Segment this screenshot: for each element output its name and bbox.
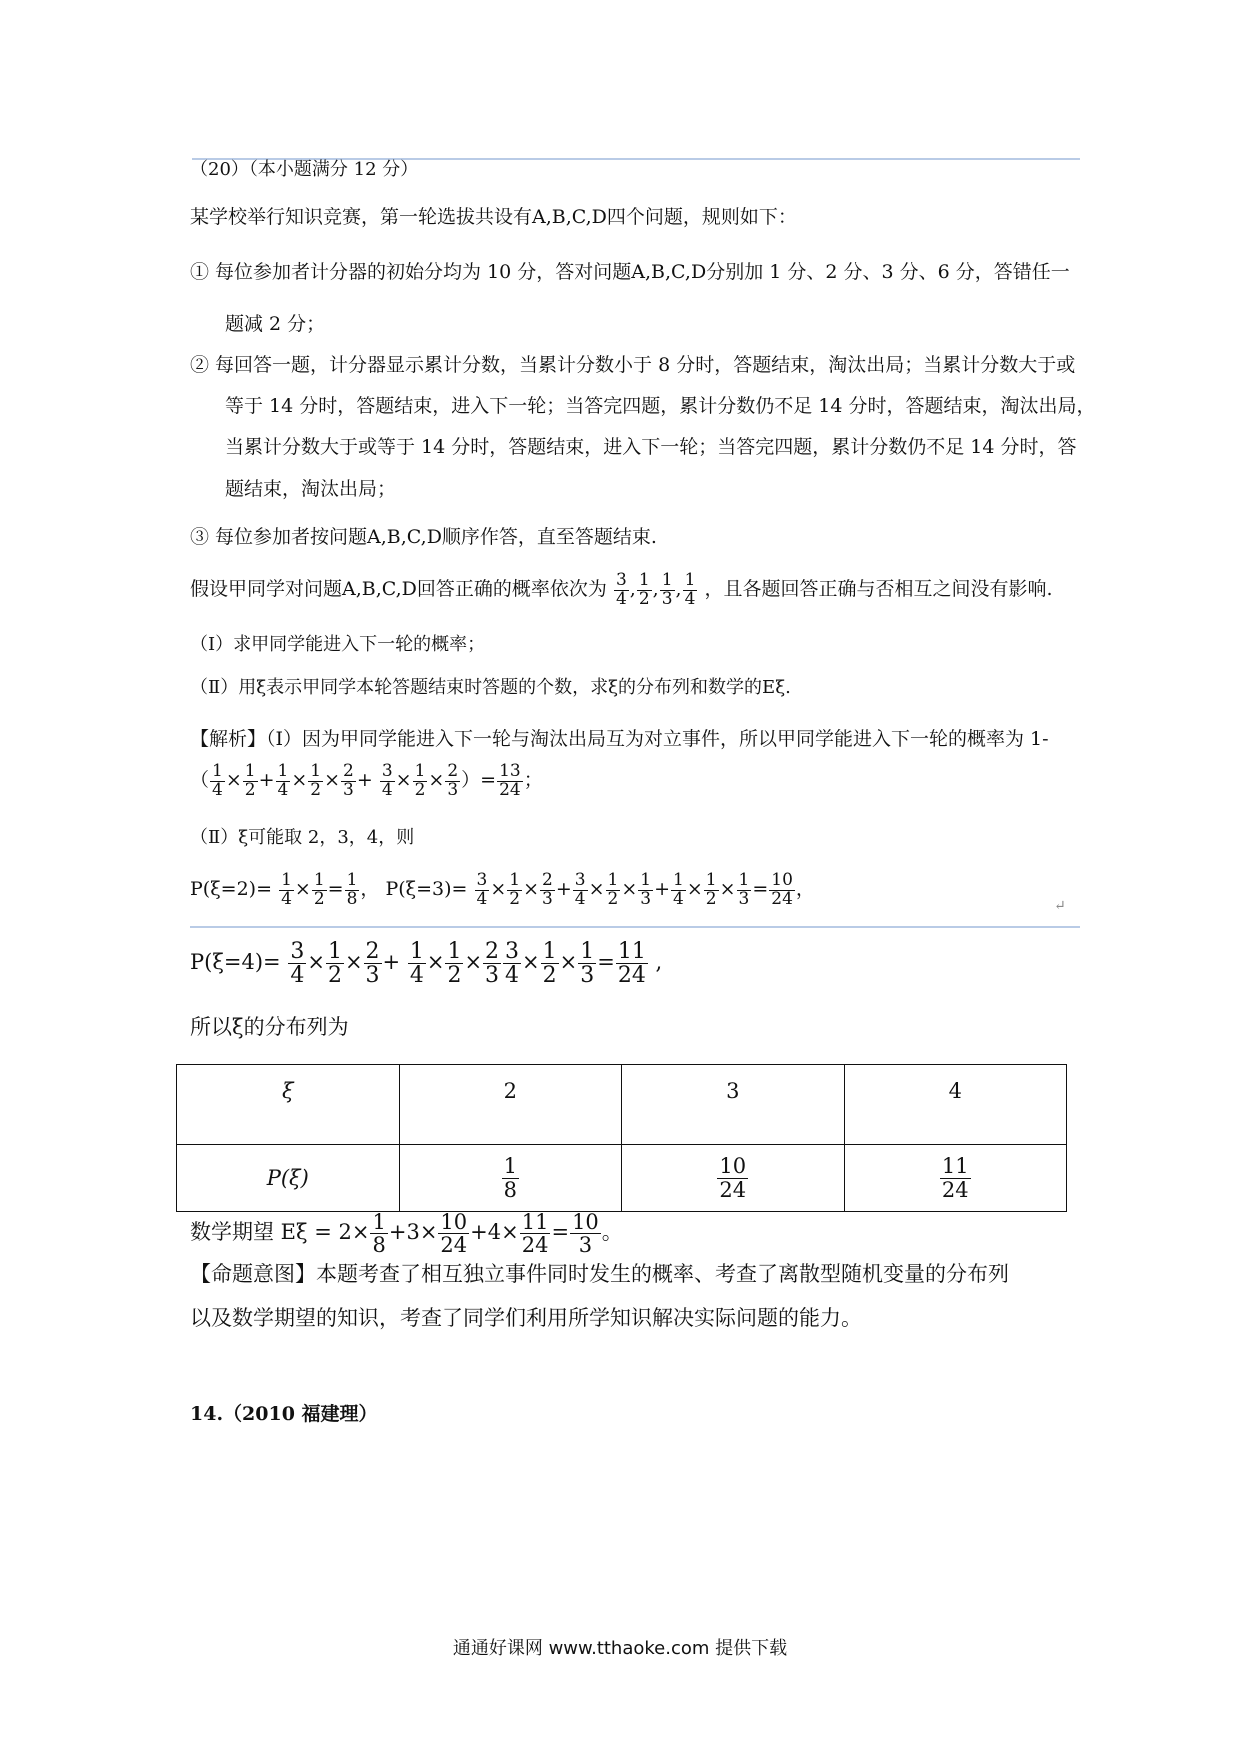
close-paren-equals: ）= — [461, 769, 497, 791]
table-row-probabilities — [177, 1145, 1067, 1212]
intent-line-1: 【命题意图】本题考查了相互独立事件同时发生的概率、考查了离散型随机变量的分布列 — [190, 1262, 1009, 1286]
solution-line-2: （ $\frac{1}{4}$ × $\frac{1}{2}$ + $\frac{1}{4}$ × $\frac{1}{2}$ × $\frac{2}{3}$ + $\frac{3}{4}$ × $\frac{1}{2}$ × $\frac{2}{3}$ ）= $\frac{13}{24}$ ； — [190, 760, 543, 800]
distribution-table — [176, 1064, 1067, 1212]
assumption-text-a: 假设甲同学对问题A,B,C,D回答正确的概率依次为 — [190, 578, 607, 600]
prob-d-fraction: $\frac{1}{4}$ — [684, 569, 696, 609]
intent-line-2: 以及数学期望的知识，考查了同学们利用所学知识解决实际问题的能力。 — [190, 1306, 862, 1330]
p-xi-4-line: P(ξ=4)= $\frac{3}{4}$ × $\frac{1}{2}$ × $\frac{2}{3}$ + $\frac{1}{4}$ × $\frac{1}{2}$ × $\frac{2}{3}$ $\frac{3}{4}$ × $\frac{1}{2}$ × $\frac{1}{3}$ = $\frac{11}{24}$ , — [190, 938, 663, 988]
rule-2-line-1: ② 每回答一题，计分器显示累计分数，当累计分数小于 8 分时，答题结束，淘汰出局；当累计分数大于或 — [190, 354, 1076, 376]
table-header-xi: ξ — [177, 1065, 400, 1145]
p-xi-3-label: P(ξ=3)= — [385, 878, 468, 900]
p-xi-4-label: P(ξ=4)= — [190, 950, 281, 974]
next-item-heading: 14.（2010 福建理） — [190, 1403, 378, 1425]
p-xi-2-label: P(ξ=2)= — [190, 878, 273, 900]
table-value-2: 2 — [399, 1065, 622, 1145]
assumption-line: 假设甲同学对问题A,B,C,D回答正确的概率依次为 $\frac{3}{4}$ , $\frac{1}{2}$ , $\frac{1}{3}$ , $\frac{1}{4}$ ，且各题回答正确与否相互之间没有影响. — [190, 569, 1053, 609]
table-value-3: 3 — [622, 1065, 845, 1145]
assumption-text-b: ，且各题回答正确与否相互之间没有影响. — [704, 578, 1053, 600]
rule-3: ③ 每位参加者按问题A,B,C,D顺序作答，直至答题结束. — [190, 526, 657, 548]
question-2: （Ⅱ）用ξ表示甲同学本轮答题结束时答题的个数，求ξ的分布列和数学的Eξ. — [190, 677, 791, 698]
table-prob-2: $\frac{1}{8}$ — [399, 1145, 622, 1212]
prob-a-fraction: $\frac{3}{4}$ — [615, 569, 627, 609]
answer-1-fraction: $\frac{13}{24}$ — [499, 760, 521, 800]
rule-2-line-2: 等于 14 分时，答题结束，进入下一轮；当答完四题，累计分数仍不足 14 分时，答题结束，淘汰出局， — [225, 395, 1096, 417]
solution-line-3: （Ⅱ）ξ可能取 2，3，4，则 — [190, 827, 415, 848]
open-paren: （ — [190, 769, 210, 791]
middle-rule — [190, 926, 1080, 928]
table-value-4: 4 — [844, 1065, 1067, 1145]
rule-2-line-4: 题结束，淘汰出局； — [225, 478, 397, 500]
distribution-intro: 所以ξ的分布列为 — [190, 1015, 349, 1039]
table-row-values — [177, 1065, 1067, 1145]
prob-b-fraction: $\frac{1}{2}$ — [638, 569, 650, 609]
prob-c-fraction: $\frac{1}{3}$ — [661, 569, 673, 609]
rule-1-line-2: 题减 2 分； — [225, 313, 326, 335]
table-header-p-xi: P(ξ) — [177, 1145, 400, 1212]
p-xi-2-3-line: P(ξ=2)= $\frac{1}{4}$ × $\frac{1}{2}$ = $\frac{1}{8}$ ， P(ξ=3)= $\frac{3}{4}$ × $\frac{1}{2}$ × $\frac{2}{3}$ + $\frac{3}{4}$ × $\frac{1}{2}$ × $\frac{1}{3}$ + $\frac{1}{4}$ × $\frac{1}{2}$ × $\frac{1}{3}$ = $\frac{10}{24}$ ， — [190, 869, 815, 909]
problem-intro: 某学校举行知识竞赛，第一轮选拔共设有A,B,C,D四个问题，规则如下： — [190, 206, 797, 228]
expectation-line: 数学期望 Eξ = 2× $\frac{1}{8}$ +3× $\frac{10}{24}$ +4× $\frac{11}{24}$ = $\frac{10}{3}$ 。 — [190, 1209, 623, 1257]
rule-2-line-3: 当累计分数大于或等于 14 分时，答题结束，进入下一轮；当答完四题，累计分数仍不足 14 分时，答 — [225, 436, 1077, 458]
table-prob-3: $\frac{10}{24}$ — [622, 1145, 845, 1212]
page-footer: 通通好课网 www.tthaoke.com 提供下载 — [452, 1638, 788, 1659]
expectation-label: 数学期望 Eξ = 2× — [190, 1220, 370, 1244]
return-arrow-mark: ↵ — [1054, 898, 1066, 914]
table-prob-4: $\frac{11}{24}$ — [844, 1145, 1067, 1212]
problem-header: （20）（本小题满分 12 分） — [190, 159, 419, 180]
solution-line-1: 【解析】（Ⅰ）因为甲同学能进入下一轮与淘汰出局互为对立事件，所以甲同学能进入下一轮的概率为 1- — [190, 728, 1049, 750]
rule-1-line-1: ① 每位参加者计分器的初始分均为 10 分，答对问题A,B,C,D分别加 1 分、2 分、3 分、6 分，答错任一 — [190, 261, 1070, 283]
question-1: （Ⅰ）求甲同学能进入下一轮的概率； — [190, 634, 486, 655]
